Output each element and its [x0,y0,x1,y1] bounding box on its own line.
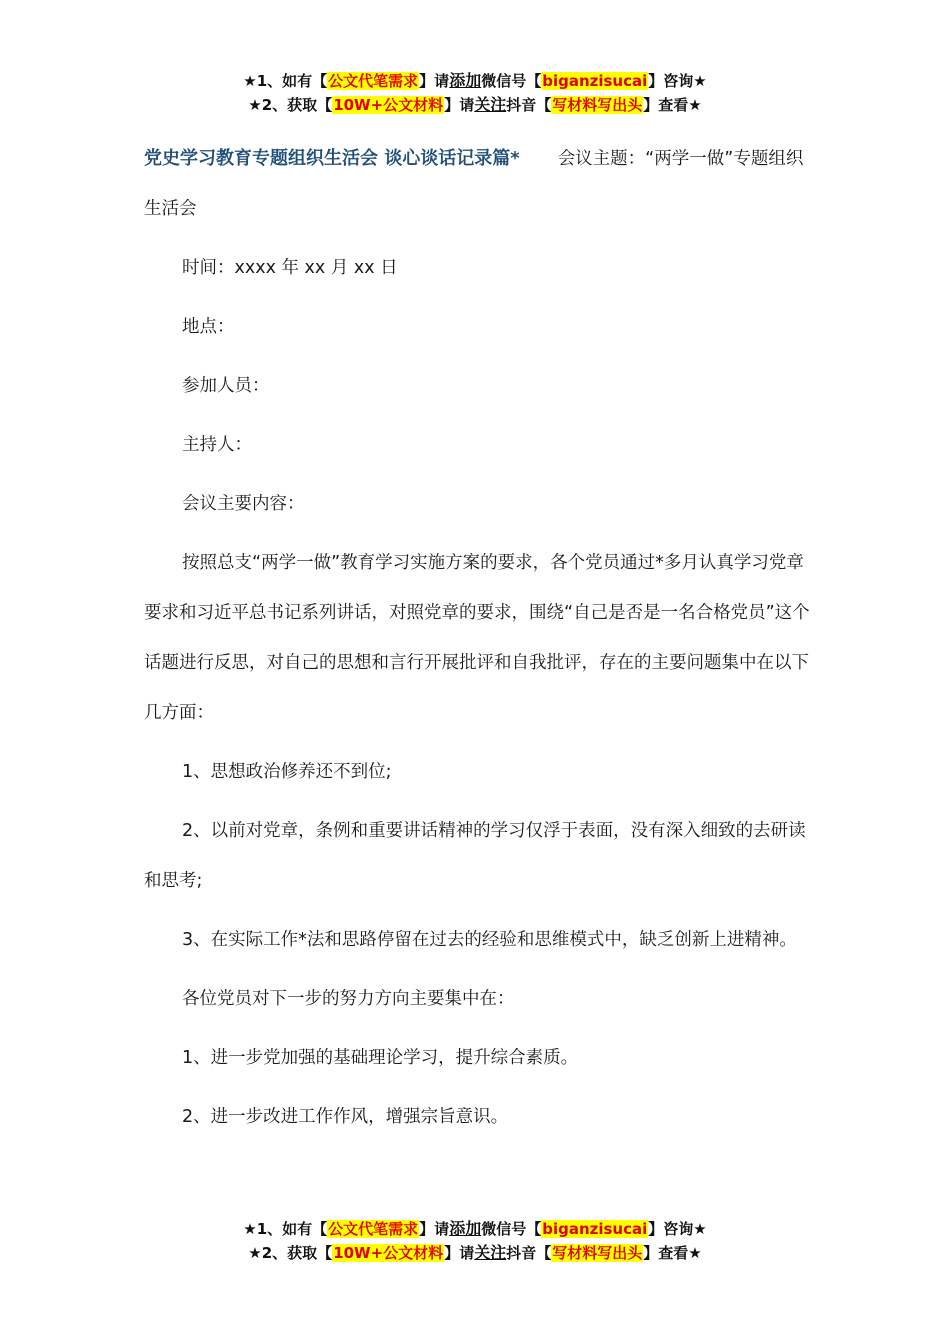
title-paragraph [144,134,812,234]
document-body [144,134,812,1151]
promo-text: ★2、获取【 [248,96,333,114]
promo-text: 】咨询★ [648,1220,707,1238]
promo-underline: 关注 [474,95,507,114]
direction-item: 2、进一步改进工作作风，增强宗旨意识。 [182,1107,509,1127]
document-title: 党史学习教育专题组织生活会 谈心谈话记录篇* [144,148,520,169]
promo-line-1 [0,69,950,93]
promo-text: 】请 [444,1244,475,1262]
promo-line-2 [0,93,950,117]
promo-banner-top [0,69,950,117]
promo-text: 抖音【 [506,96,552,114]
meeting-theme: 会议主题：“两学一做”专题组织生活会 [144,149,804,219]
promo-text: 】请 [419,72,450,90]
promo-highlight: 10W+公文材料 [333,96,444,114]
promo-underline: 关注 [474,1243,507,1262]
promo-text: 微信号【 [481,1220,542,1238]
problem-item: 2、以前对党章，条例和重要讲话精神的学习仅浮于表面，没有深入细致的去研读和思考; [144,821,806,891]
douyin-id-highlight: 写材料写出头 [552,96,643,114]
promo-line-2 [0,1241,950,1265]
meeting-time: 时间：xxxx 年 xx 月 xx 日 [182,258,398,278]
promo-text: 抖音【 [506,1244,552,1262]
promo-text: ★1、如有【 [243,1220,328,1238]
meeting-place: 地点： [182,317,235,337]
wechat-id-highlight: biganzisucai [542,1220,648,1238]
promo-text: ★1、如有【 [243,72,328,90]
meeting-host: 主持人： [182,435,252,455]
promo-highlight: 公文代笔需求 [328,72,419,90]
meeting-attendees: 参加人员： [182,376,270,396]
direction-label: 各位党员对下一步的努力方向主要集中在： [182,989,515,1009]
promo-text: 】请 [444,96,475,114]
problem-item: 1、思想政治修养还不到位; [182,762,392,782]
promo-text: ★2、获取【 [248,1244,333,1262]
promo-text: 】查看★ [643,96,702,114]
promo-text: 】咨询★ [648,72,707,90]
promo-banner-bottom [0,1217,950,1265]
content-label: 会议主要内容： [182,494,305,514]
douyin-id-highlight: 写材料写出头 [552,1244,643,1262]
promo-text: 】请 [419,1220,450,1238]
problem-item: 3、在实际工作*法和思路停留在过去的经验和思维模式中，缺乏创新上进精神。 [182,930,797,950]
promo-text: 微信号【 [481,72,542,90]
promo-highlight: 公文代笔需求 [328,1220,419,1238]
promo-underline: 添加 [449,1219,482,1238]
promo-text: 】查看★ [643,1244,702,1262]
promo-line-1 [0,1217,950,1241]
promo-underline: 添加 [449,71,482,90]
direction-item: 1、进一步党加强的基础理论学习，提升综合素质。 [182,1048,579,1068]
wechat-id-highlight: biganzisucai [542,72,648,90]
promo-highlight: 10W+公文材料 [333,1244,444,1262]
intro-paragraph: 按照总支“两学一做”教育学习实施方案的要求，各个党员通过*多月认真学习党章要求和习近平总书记系列讲话，对照党章的要求，围绕“自己是否是一名合格党员”这个话题进行反思，对自己的思想和言行开展批评和自我批评，存在的主要问题集中在以下几方面： [144,553,810,723]
